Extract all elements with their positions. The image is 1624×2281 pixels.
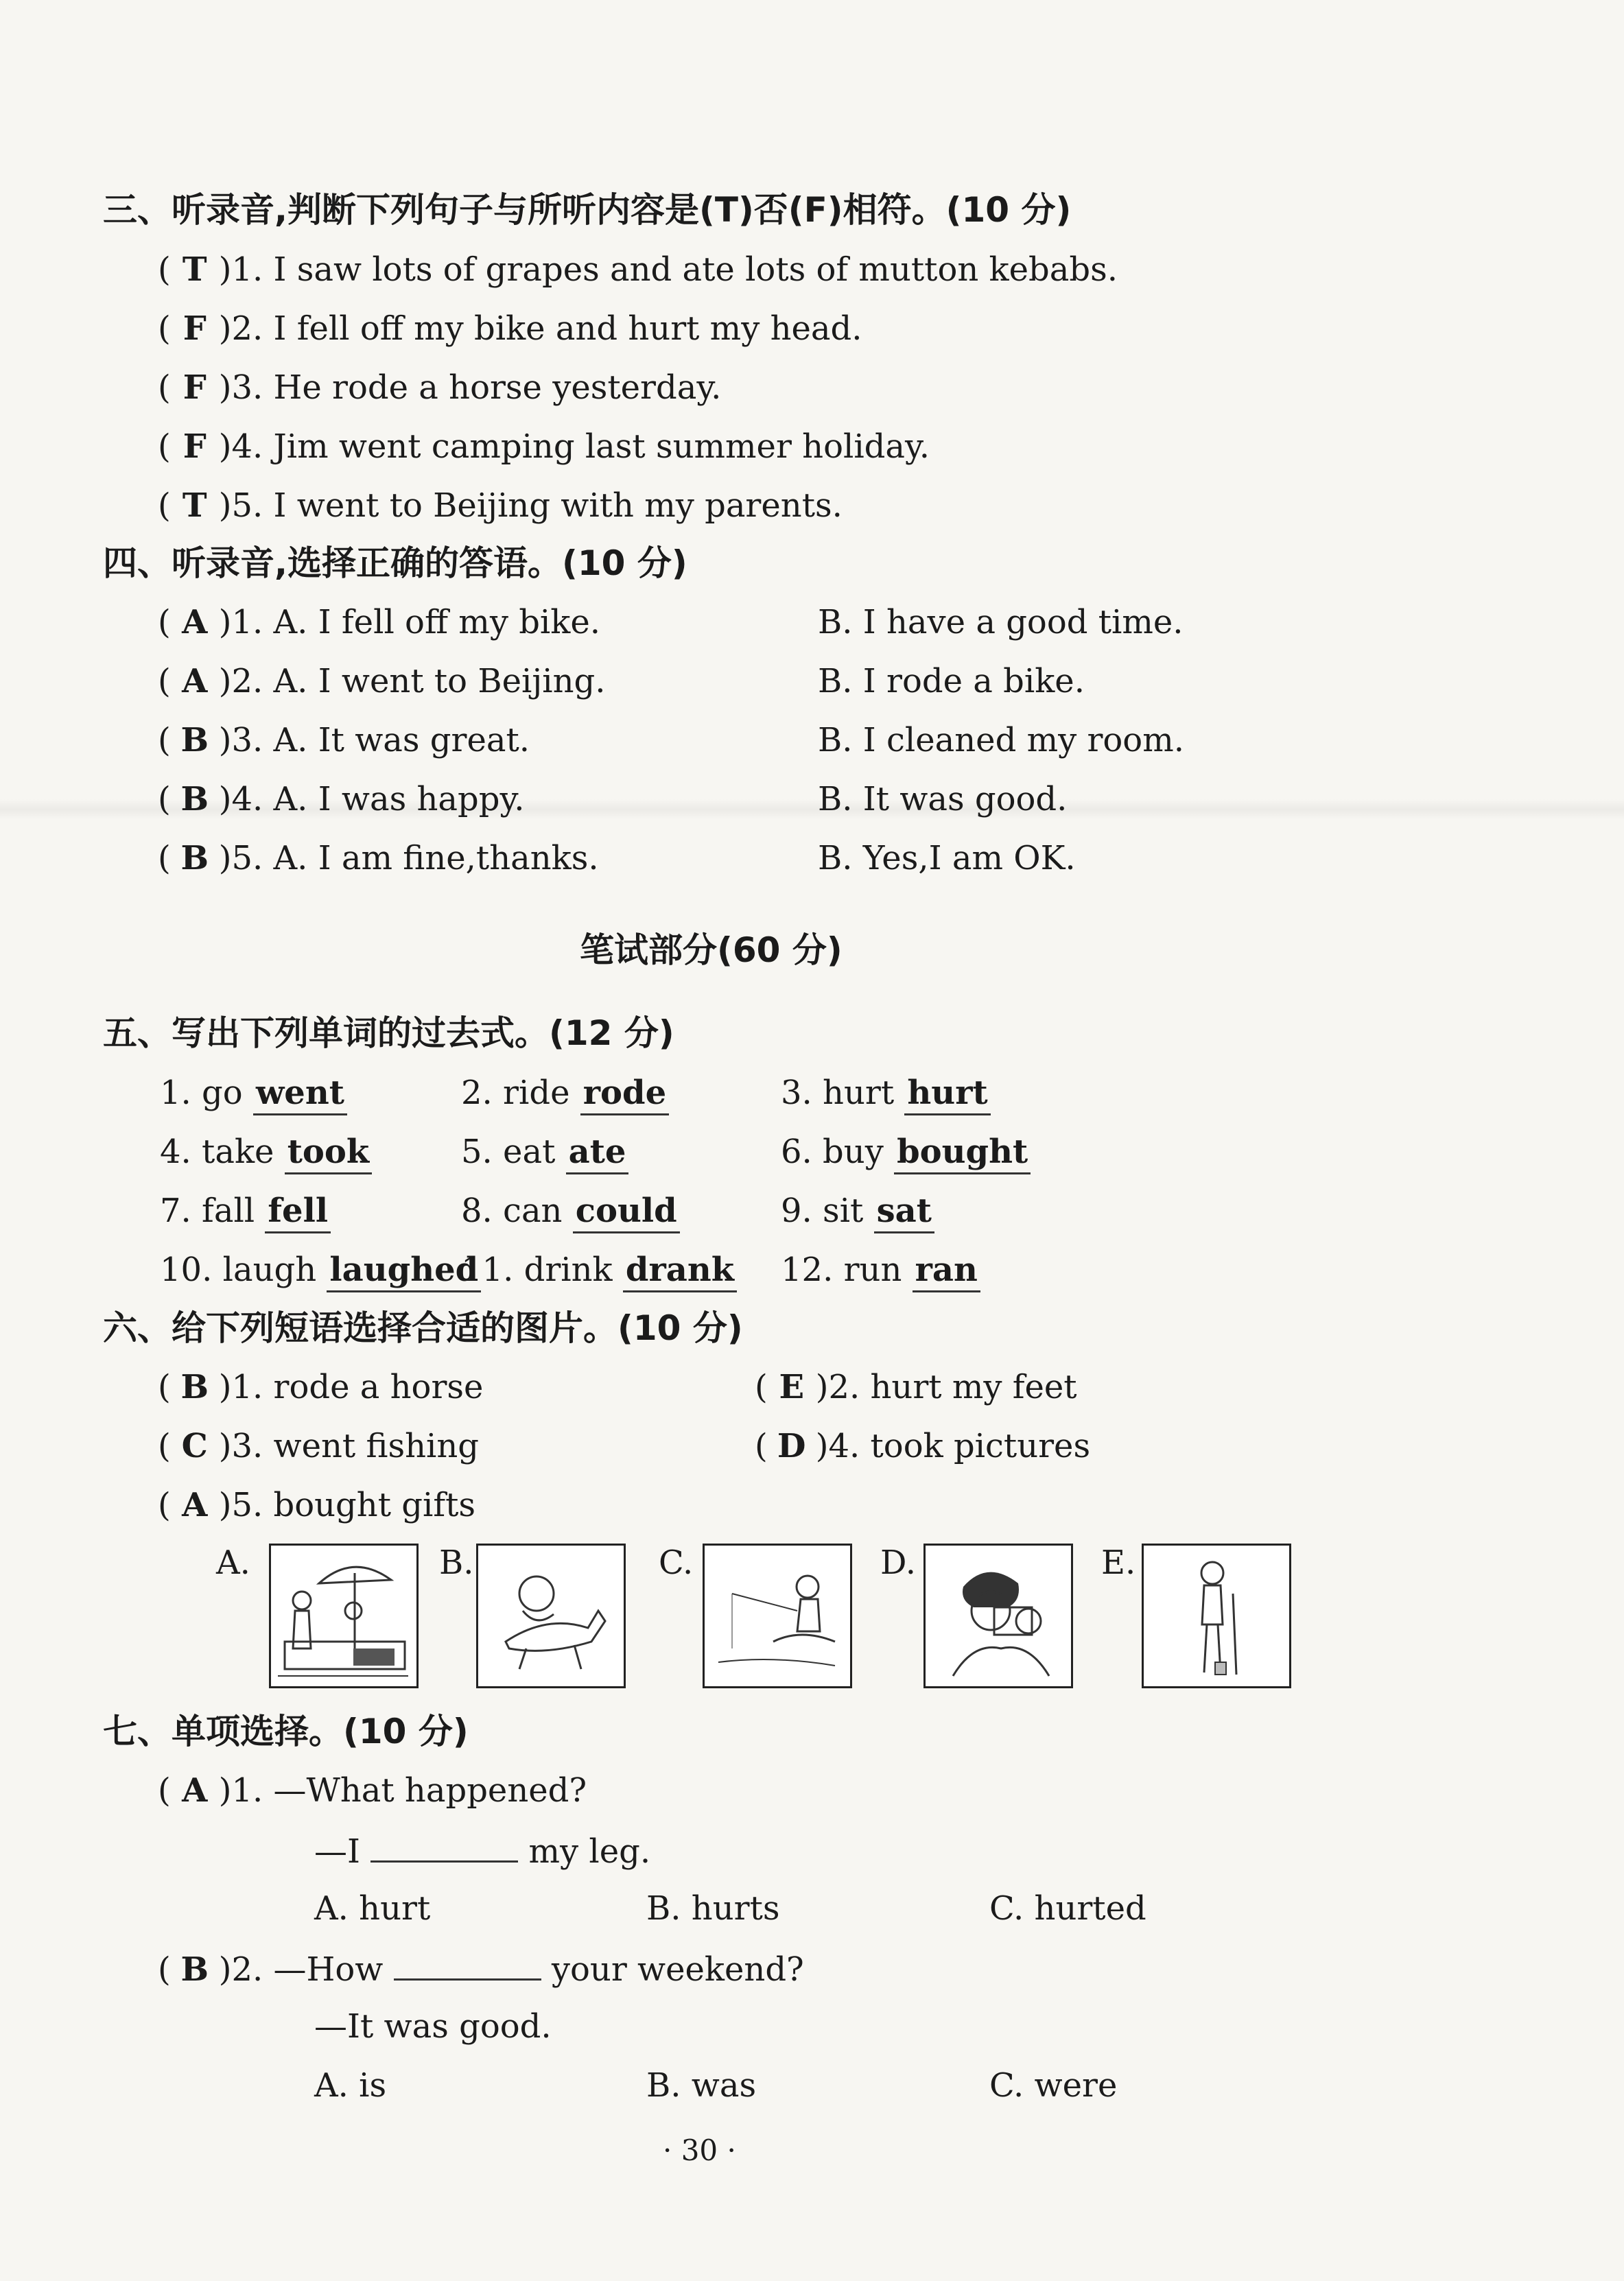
sec3-item-4: ( F )4. Jim went camping last summer holiday.: [158, 427, 930, 466]
answer: went: [253, 1074, 347, 1115]
answer: F: [183, 427, 207, 466]
phrase: )3. went fishing: [218, 1427, 480, 1465]
answer: F: [183, 368, 207, 407]
picture-b-horse: [476, 1544, 626, 1688]
sec6-item-1: ( B )1. rode a horse: [158, 1368, 484, 1406]
section-6-title: 六、给下列短语选择合适的图片。(10 分): [103, 1308, 743, 1348]
sec5-item-3: [781, 1072, 991, 1113]
answer: D: [777, 1427, 806, 1465]
option-a: )5. A. I am fine,thanks.: [218, 839, 599, 877]
picture-label-e: E.: [1101, 1544, 1136, 1582]
option-a: )2. A. I went to Beijing.: [218, 662, 606, 700]
sec3-item-3: ( F )3. He rode a horse yesterday.: [158, 368, 722, 407]
hurt-foot-illustration: [1144, 1546, 1289, 1686]
sec4-item-4-option-b: B. It was good.: [818, 780, 1068, 818]
sec7-q2-option-b: B. was: [646, 2066, 757, 2105]
sec6-item-3: ( C )3. went fishing: [158, 1427, 480, 1465]
word: 6. buy: [781, 1133, 884, 1171]
picture-label-a: A.: [216, 1544, 250, 1582]
sec7-q2-option-c: C. were: [989, 2066, 1118, 2105]
sec5-item-12: [781, 1249, 980, 1290]
picture-label-b: B.: [439, 1544, 474, 1582]
phrase: )1. rode a horse: [218, 1368, 484, 1406]
answer: bought: [894, 1133, 1031, 1174]
picture-d-camera: [923, 1544, 1073, 1688]
word: 7. fall: [160, 1192, 255, 1230]
answer: T: [182, 486, 207, 525]
picture-label-d: D.: [880, 1544, 917, 1582]
fill-blank: [394, 1947, 541, 1981]
picture-label-c: C.: [659, 1544, 694, 1582]
sec7-q2-stem: ( B )2. —How your weekend?: [158, 1947, 804, 1990]
sec6-item-4: ( D )4. took pictures: [755, 1427, 1091, 1465]
sec5-item-4: [160, 1131, 372, 1172]
picture-a-shopping: [269, 1544, 419, 1688]
answer: drank: [623, 1251, 737, 1292]
fill-blank: [370, 1829, 518, 1863]
answer: A: [182, 662, 208, 700]
picture-c-fishing: [703, 1544, 852, 1688]
answer: rode: [580, 1074, 669, 1115]
sec3-item-1: ( T )1. I saw lots of grapes and ate lots of mutton kebabs.: [158, 250, 1118, 289]
question-text: )4. Jim went camping last summer holiday.: [218, 427, 930, 466]
sec5-item-8: [461, 1190, 680, 1231]
sec7-q2-option-a: A. is: [314, 2066, 387, 2105]
written-part-title: 笔试部分(60 分): [580, 930, 843, 970]
answer: fell: [265, 1192, 331, 1233]
sec5-item-7: [160, 1190, 331, 1231]
shopping-illustration: [271, 1546, 416, 1686]
answer: ran: [913, 1251, 980, 1292]
sec7-q2-reply: —It was good.: [314, 2007, 552, 2046]
word: 8. can: [461, 1192, 563, 1230]
answer: E: [779, 1368, 805, 1406]
sec4-item-2: ( A )2. A. I went to Beijing.: [158, 662, 606, 700]
answer: T: [182, 250, 207, 289]
sec4-item-1-option-b: B. I have a good time.: [818, 603, 1184, 641]
word: 9. sit: [781, 1192, 864, 1230]
question-text: )2. I fell off my bike and hurt my head.: [218, 309, 862, 348]
option-a: )4. A. I was happy.: [218, 780, 525, 818]
answer: F: [183, 309, 207, 348]
page-number: · 30 ·: [663, 2134, 736, 2167]
answer: laughed: [327, 1251, 481, 1292]
word: 2. ride: [461, 1074, 570, 1112]
answer: took: [285, 1133, 372, 1174]
answer: could: [573, 1192, 680, 1233]
sec7-q1-option-b: B. hurts: [646, 1889, 780, 1928]
sec4-item-1: ( A )1. A. I fell off my bike.: [158, 603, 601, 641]
sec5-item-5: [461, 1131, 628, 1172]
word: 11. drink: [461, 1251, 613, 1289]
question-text: )3. He rode a horse yesterday.: [218, 368, 722, 407]
sec6-item-5: ( A )5. bought gifts: [158, 1486, 476, 1524]
sec3-item-2: ( F )2. I fell off my bike and hurt my head.: [158, 309, 862, 348]
sec5-item-1: [160, 1072, 347, 1113]
word: 10. laugh: [160, 1251, 317, 1289]
sec4-item-5-option-b: B. Yes,I am OK.: [818, 839, 1076, 877]
sec7-q1-stem: ( A )1. —What happened?: [158, 1771, 587, 1810]
word: 3. hurt: [781, 1074, 895, 1112]
phrase: )5. bought gifts: [218, 1486, 476, 1524]
question-text: )1. I saw lots of grapes and ate lots of mutton kebabs.: [218, 250, 1118, 289]
sec5-item-2: [461, 1072, 669, 1113]
section-4-title: 四、听录音,选择正确的答语。(10 分): [103, 543, 687, 583]
reply-end: my leg.: [528, 1832, 651, 1871]
sec7-q1-reply: [314, 1829, 650, 1872]
answer: B: [180, 1950, 209, 1989]
sec4-item-2-option-b: B. I rode a bike.: [818, 662, 1085, 700]
answer: A: [182, 1486, 208, 1524]
sec5-item-11: [461, 1249, 737, 1290]
answer: B: [180, 780, 209, 818]
answer: ate: [566, 1133, 629, 1174]
section-3-title: 三、听录音,判断下列句子与所听内容是(T)否(F)相符。(10 分): [103, 190, 1072, 230]
question-text: )5. I went to Beijing with my parents.: [218, 486, 843, 525]
phrase: )4. took pictures: [815, 1427, 1091, 1465]
question-end: your weekend?: [551, 1950, 804, 1989]
sec5-item-9: [781, 1190, 934, 1231]
question-text: )1. —What happened?: [218, 1771, 587, 1810]
sec5-item-6: [781, 1131, 1031, 1172]
answer: A: [182, 603, 208, 641]
word: 5. eat: [461, 1133, 556, 1171]
option-a: )3. A. It was great.: [218, 721, 530, 759]
option-a: )1. A. I fell off my bike.: [218, 603, 601, 641]
sec3-item-5: ( T )5. I went to Beijing with my parents.: [158, 486, 843, 525]
answer: B: [180, 1368, 209, 1406]
answer: B: [180, 721, 209, 759]
camera-illustration: [926, 1546, 1071, 1686]
sec4-item-3: ( B )3. A. It was great.: [158, 721, 530, 759]
phrase: )2. hurt my feet: [815, 1368, 1077, 1406]
section-5-title: 五、写出下列单词的过去式。(12 分): [103, 1013, 674, 1053]
sec5-item-10: [160, 1249, 481, 1290]
answer: sat: [874, 1192, 934, 1233]
answer: A: [182, 1771, 208, 1810]
word: 1. go: [160, 1074, 243, 1112]
reply-start: —I: [314, 1832, 360, 1871]
sec7-q1-option-c: C. hurted: [989, 1889, 1146, 1928]
sec6-item-2: ( E )2. hurt my feet: [755, 1368, 1077, 1406]
sec4-item-3-option-b: B. I cleaned my room.: [818, 721, 1184, 759]
question-text: )2. —How: [218, 1950, 384, 1989]
answer: B: [180, 839, 209, 877]
fishing-illustration: [705, 1546, 850, 1686]
word: 12. run: [781, 1251, 902, 1289]
answer: hurt: [904, 1074, 990, 1115]
sec7-q1-option-a: A. hurt: [314, 1889, 431, 1928]
word: 4. take: [160, 1133, 274, 1171]
section-7-title: 七、单项选择。(10 分): [103, 1712, 469, 1751]
answer: C: [181, 1427, 208, 1465]
horse-riding-illustration: [478, 1546, 624, 1686]
sec4-item-5: ( B )5. A. I am fine,thanks.: [158, 839, 599, 877]
sec4-item-4: ( B )4. A. I was happy.: [158, 780, 525, 818]
picture-e-crutch: [1142, 1544, 1291, 1688]
